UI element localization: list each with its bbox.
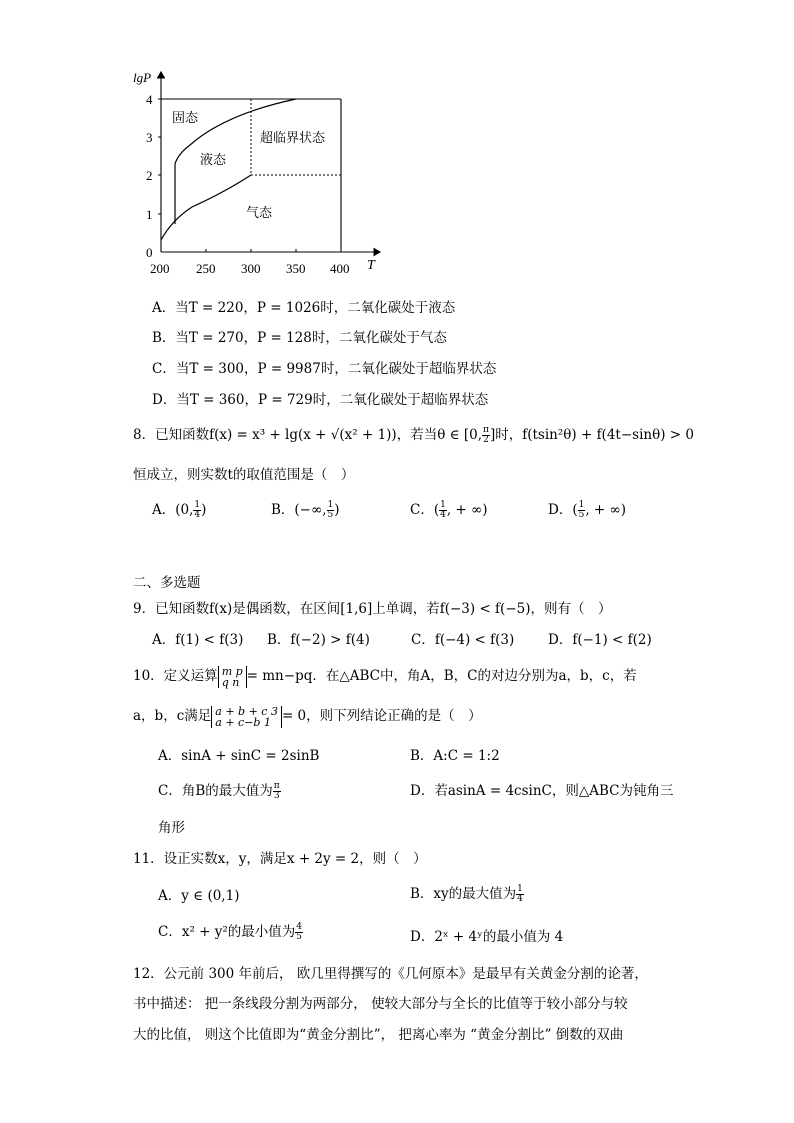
q9-stem: 9．已知函数f(x)是偶函数，在区间[1,6]上单调，若f(−3) < f(−5)，则有（ ） [133,601,612,617]
q11-option-b: B．xy的最大值为 $\frac{1}{4}$ [410,884,523,904]
x-tick-label: 200 [150,261,170,276]
x-tick-label: 400 [330,261,350,276]
y-tick-label: 0 [146,245,153,260]
region-solid-label: 固态 [172,110,199,125]
q7-option-b: B．当T = 270，P = 128时，二氧化碳处于气态 [152,330,447,346]
phase-diagram [130,62,390,282]
y-tick-label: 3 [146,130,153,145]
q8-option-a: A．(0, $\frac{1}{4}$ ) [152,500,207,520]
q7-option-d: D．当T = 360，P = 729时，二氧化碳处于超临界状态 [152,392,489,408]
y-tick-label: 2 [146,168,153,183]
q9-option-d: D．f(−1) < f(2) [548,632,652,648]
q10-option-c: C．角B的最大值为 $\frac{\pi}{3}$ [158,781,280,801]
y-tick-label: 1 [146,207,153,222]
q10-stem-line1: 10．定义运算 m p q n = mn−pq．在△ABC中，角A，B，C的对边分别为a，b，c，若 [133,664,637,689]
q12-line1: 12．公元前 300 年前后， 欧几里得撰写的《几何原本》是最早有关黄金分割的论著， [133,966,648,982]
q7-option-a: A．当T = 220，P = 1026时，二氧化碳处于液态 [152,300,456,316]
q9-option-b: B．f(−2) > f(4) [267,632,370,648]
q11-option-d: D．2ˣ + 4ʸ的最小值为 4 [410,929,564,945]
q8-stem-line2: 恒成立，则实数t的取值范围是（ ） [133,467,355,483]
y-axis-label: lgP [133,70,152,85]
q10-option-a: A．sinA + sinC = 2sinB [158,748,320,764]
q8-option-b: B．(−∞, $\frac{1}{5}$ ) [271,500,340,520]
x-tick-label: 250 [196,261,216,276]
determinant: m p q n [218,666,247,688]
q12-line3: 大的比值， 则这个比值即为“黄金分割比”， 把离心率为 “黄金分割比” 倒数的双曲 [133,1027,624,1043]
q10-option-d: D．若asinA = 4csinC，则△ABC为钝角三 [410,783,674,799]
q11-stem: 11．设正实数x，y，满足x + 2y = 2，则（ ） [133,851,427,867]
q10-stem-line2: a，b，c满足 a + b + c 3 a + c−b 1 = 0，则下列结论正确的是（ ） [133,704,482,729]
region-liquid-label: 液态 [200,152,227,167]
x-axis-label: T [367,258,375,273]
q10-option-d-continuation: 角形 [158,820,185,836]
fraction: $\frac{\pi}{2}$ [483,425,489,445]
q9-option-a: A．f(1) < f(3) [152,632,244,648]
q7-option-c: C．当T = 300，P = 9987时，二氧化碳处于超临界状态 [152,361,497,377]
q8-option-c: C．( $\frac{1}{4}$ , + ∞) [410,500,488,520]
determinant: a + b + c 3 a + c−b 1 [211,706,282,728]
q12-line2: 书中描述： 把一条线段分割为两部分， 使较大部分与全长的比值等于较小部分与较 [133,996,628,1012]
section-title: 二、多选题 [133,575,201,591]
region-supercritical-label: 超临界状态 [260,130,326,145]
q11-option-c: C．x² + y²的最小值为 $\frac{4}{5}$ [158,922,303,942]
x-tick-label: 300 [241,261,261,276]
y-tick-label: 4 [146,92,153,107]
q8-option-d: D．( $\frac{1}{5}$ , + ∞) [548,500,627,520]
region-gas-label: 气态 [246,205,273,220]
q9-option-c: C．f(−4) < f(3) [411,632,515,648]
q10-option-b: B．A:C = 1:2 [410,748,500,764]
q11-option-a: A．y ∈ (0,1) [158,888,240,904]
x-tick-label: 350 [286,261,306,276]
q8-stem: 8．已知函数f(x) = x³ + lg(x + √(x² + 1))，若当θ ∈ [0, $\frac{\pi}{2}$ ]时，f(tsin²θ) + f(4t−sinθ) > 0 [133,425,694,445]
